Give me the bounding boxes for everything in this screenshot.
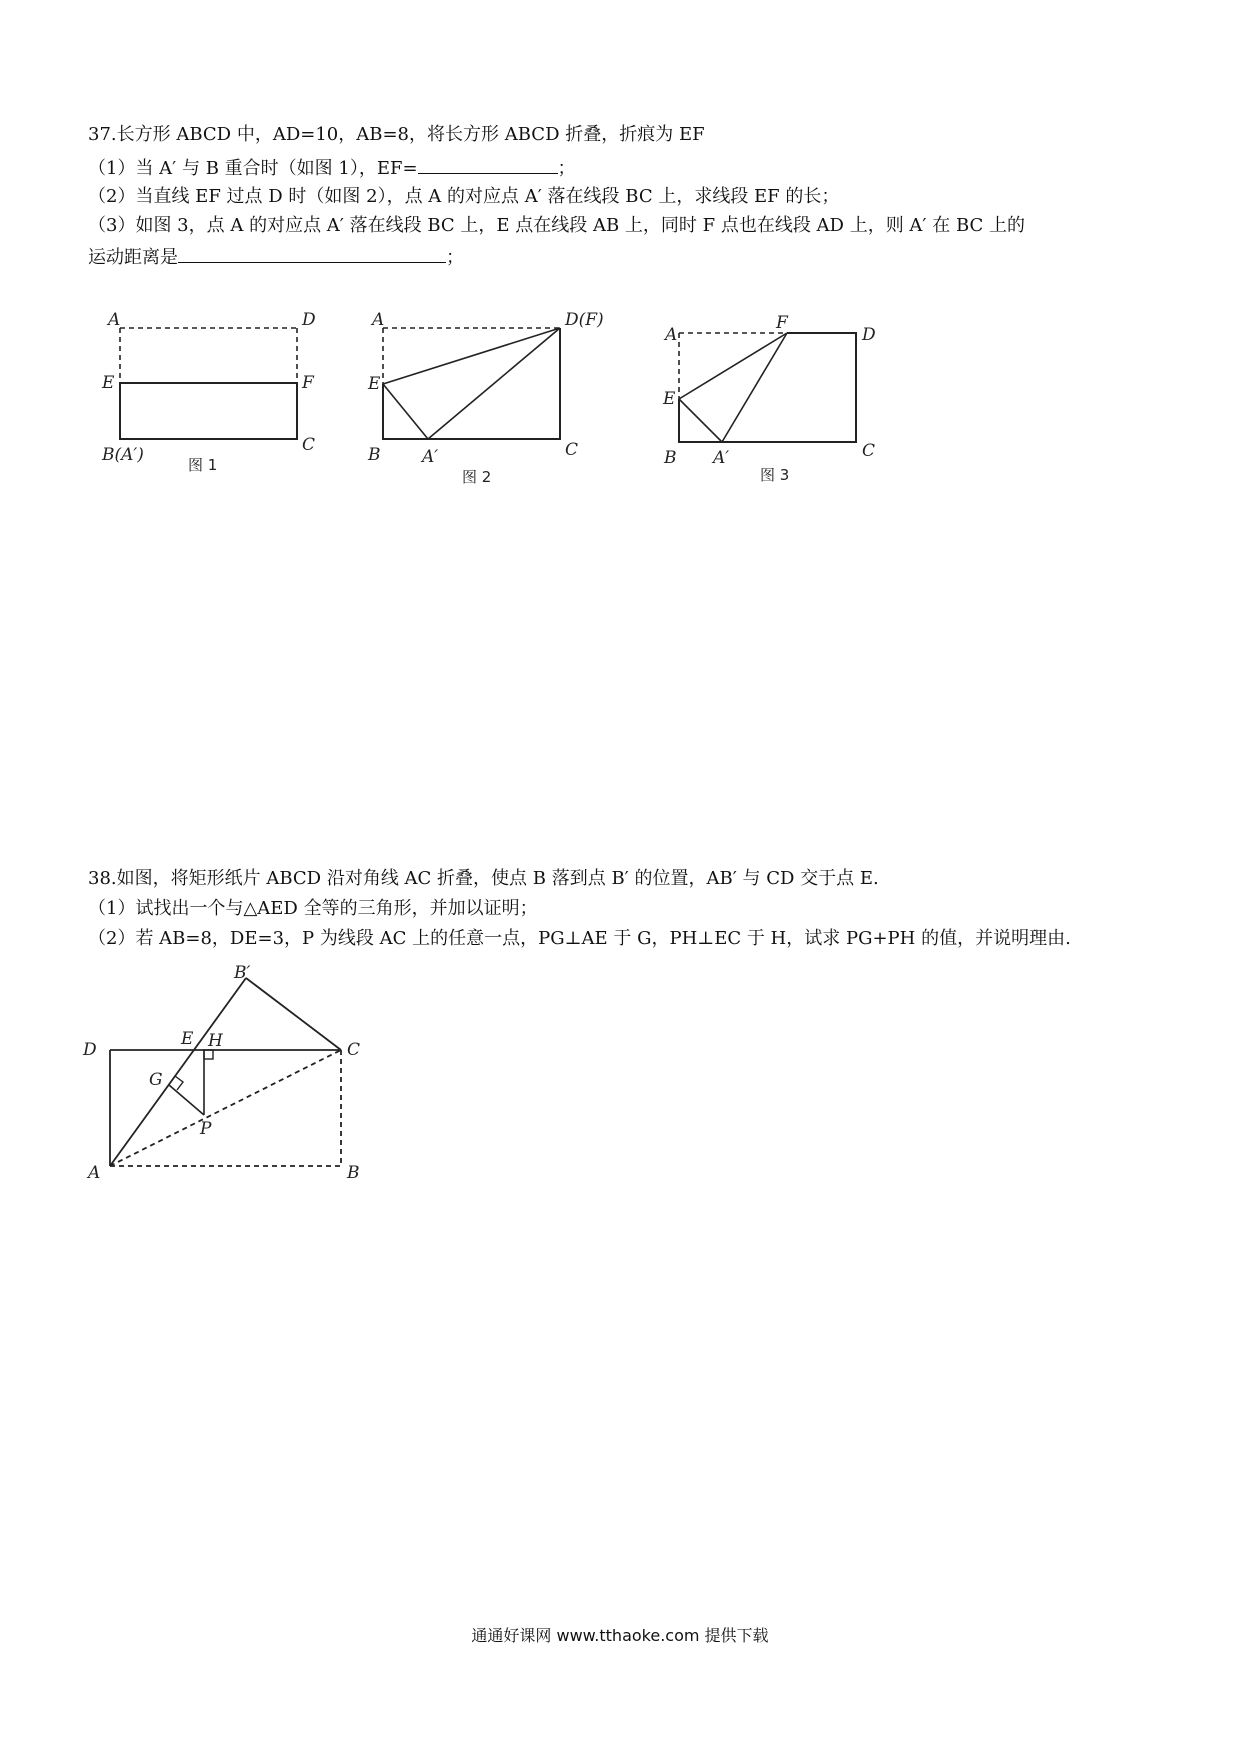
q37-part3-end: ； xyxy=(446,247,464,268)
q37-part3-line2 xyxy=(88,244,464,271)
page-footer: 通通好课网 www.tthaoke.com 提供下载 xyxy=(471,1626,769,1645)
fig1-label-c: C xyxy=(302,435,316,455)
q38-label-d: D xyxy=(83,1040,97,1060)
fig3-label-d: D xyxy=(862,325,876,345)
q38-label-a: A xyxy=(88,1163,101,1183)
fig1-label-b: B(A′) xyxy=(102,445,144,465)
fig2-fold-line-ed xyxy=(383,328,560,384)
fig1-label-a: A xyxy=(108,310,121,330)
q37-figure-1 xyxy=(80,300,320,490)
q38-right-angle-h xyxy=(204,1050,213,1059)
q38-dashed-ac xyxy=(110,1050,341,1166)
q38-figure xyxy=(80,960,380,1190)
q37-part1-answer-blank[interactable] xyxy=(418,155,558,174)
fig2-label-a-prime: A′ xyxy=(422,447,439,467)
q37-part2: （2）当直线 EF 过点 D 时（如图 2），点 A 的对应点 A′ 落在线段 BC 上，求线段 EF 的长； xyxy=(88,186,840,207)
fig1-label-e: E xyxy=(102,373,115,393)
q38-segment-b-prime-c xyxy=(246,978,341,1050)
q37-part1-end: ； xyxy=(557,158,576,179)
q38-label-p: P xyxy=(200,1119,212,1139)
q38-right-angle-g xyxy=(175,1076,183,1090)
q38-part1: （1）试找出一个与△AED 全等的三角形，并加以证明； xyxy=(88,898,538,919)
q37-part1 xyxy=(88,155,576,182)
q38-segment-pg xyxy=(169,1085,204,1115)
q38-segment-ab-prime xyxy=(110,978,246,1166)
fig3-fold-line-ef xyxy=(679,333,787,399)
fig2-caption: 图 2 xyxy=(462,468,492,486)
q38-label-g: G xyxy=(149,1070,163,1090)
fig2-label-b: B xyxy=(368,445,381,465)
fig3-label-b: B xyxy=(664,448,677,468)
fig3-segment-ea xyxy=(679,399,722,442)
fig3-label-c: C xyxy=(862,441,876,461)
fig2-segment-ad xyxy=(428,328,560,439)
fig2-rectangle-sides xyxy=(383,328,560,439)
q37-part1-text: （1）当 A′ 与 B 重合时（如图 1），EF= xyxy=(88,158,418,179)
q38-label-c: C xyxy=(347,1040,361,1060)
q37-part3-text: 运动距离是 xyxy=(88,247,178,268)
fig2-segment-ea xyxy=(383,384,428,439)
fig2-label-c: C xyxy=(565,440,579,460)
fig1-caption: 图 1 xyxy=(188,456,218,474)
fig2-label-a: A xyxy=(372,310,385,330)
fig3-label-a-prime: A′ xyxy=(713,448,730,468)
fig3-label-e: E xyxy=(663,389,676,409)
q38-label-h: H xyxy=(208,1031,223,1051)
fig3-segment-af xyxy=(722,333,787,442)
fig1-rectangle-efcb xyxy=(120,383,297,439)
q38-label-b: B xyxy=(347,1163,360,1183)
fig1-label-f: F xyxy=(302,373,314,393)
q37-figure-3 xyxy=(650,300,910,495)
q38-label-b-prime: B′ xyxy=(234,963,251,983)
fig1-label-d: D xyxy=(302,310,316,330)
fig3-label-a: A xyxy=(665,325,678,345)
q37-figure-2 xyxy=(360,300,620,495)
fig3-caption: 图 3 xyxy=(760,466,790,484)
fig2-label-df: D(F) xyxy=(565,310,604,330)
fig2-label-e: E xyxy=(368,374,381,394)
q37-part3-answer-blank[interactable] xyxy=(178,244,446,263)
q38-part2: （2）若 AB=8，DE=3，P 为线段 AC 上的任意一点，PG⊥AE 于 G，PH⊥EC 于 H，试求 PG+PH 的值，并说明理由. xyxy=(88,928,1071,949)
q37-title: 37.长方形 ABCD 中，AD=10，AB=8，将长方形 ABCD 折叠，折痕为 EF xyxy=(88,124,705,145)
fig3-label-f: F xyxy=(776,313,788,333)
q38-title: 38.如图，将矩形纸片 ABCD 沿对角线 AC 折叠，使点 B 落到点 B′ 的位置，AB′ 与 CD 交于点 E. xyxy=(88,868,879,889)
q37-part3-line1: （3）如图 3，点 A 的对应点 A′ 落在线段 BC 上，E 点在线段 AB 上，同时 F 点也在线段 AD 上，则 A′ 在 BC 上的 xyxy=(88,215,1026,236)
q38-label-e: E xyxy=(181,1029,194,1049)
